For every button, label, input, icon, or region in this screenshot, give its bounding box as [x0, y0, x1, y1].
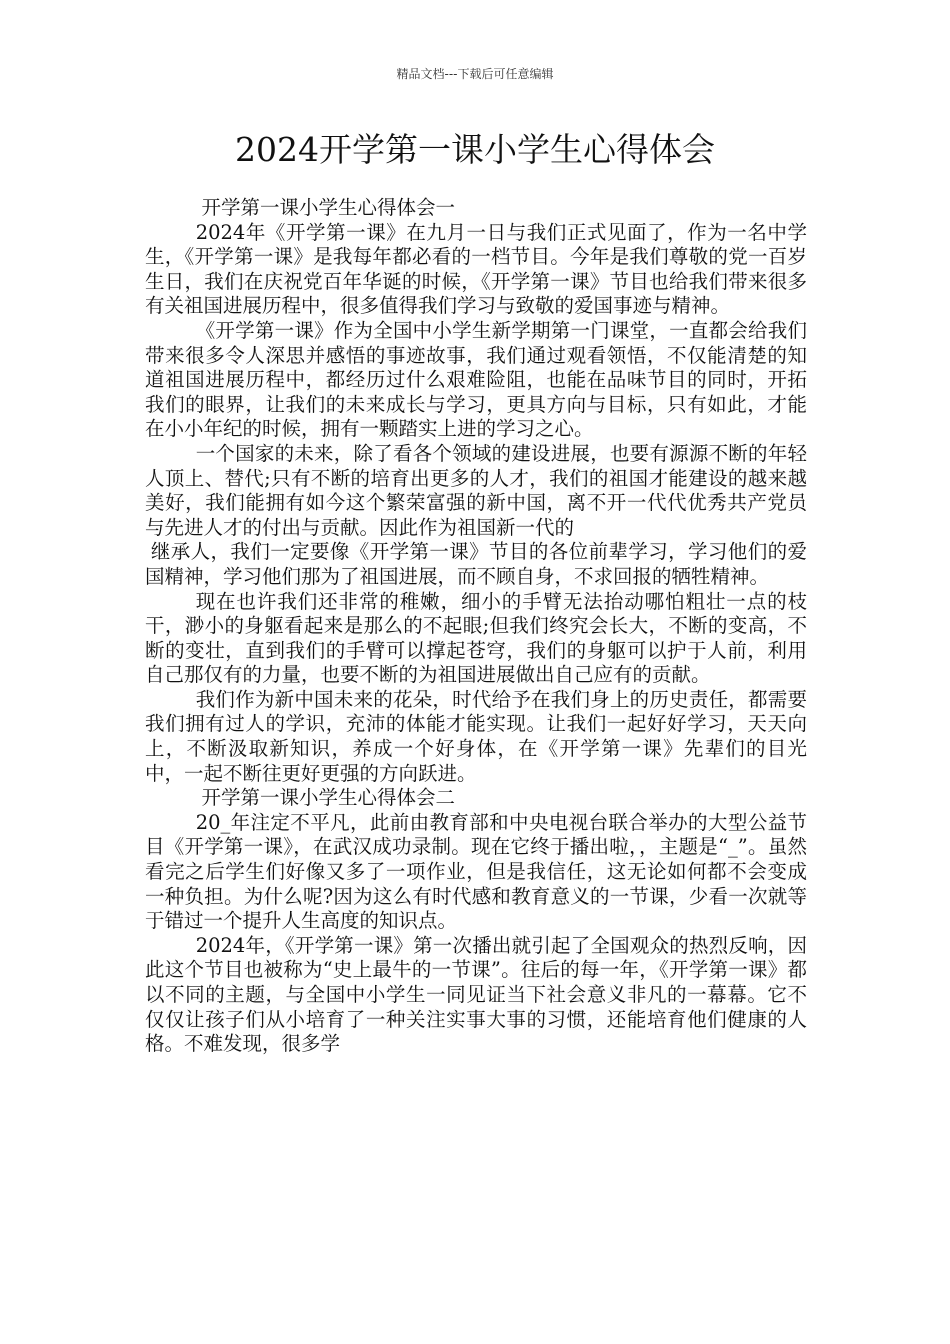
section-heading-1: 开学第一课小学生心得体会一	[201, 196, 456, 219]
paragraph: 一个国家的未来，除了看各个领域的建设进展，也要有源源不断的年轻人顶上、替代;只有不断的培育出更多的人才，我们的祖国才能建设的越来越美好，我们能拥有如今这个繁荣富强的新中国，离不开一代代优秀共产党员与先进人才的付出与贡献。因此作为祖国新一代的	[145, 441, 807, 539]
paragraph: 2024年《开学第一课》在九月一日与我们正式见面了，作为一名中学生，《开学第一课》是我每年都必看的一档节目。今年是我们尊敬的党一百岁生日，我们在庆祝党百年华诞的时候，《开学第一课》节目也给我们带来很多有关祖国进展历程中，很多值得我们学习与致敬的爱国事迹与精神。	[145, 220, 807, 318]
section-heading-2: 开学第一课小学生心得体会二	[201, 786, 456, 810]
paragraph: 继承人，我们一定要像《开学第一课》节目的各位前辈学习，学习他们的爱国精神，学习他们那为了祖国进展，而不顾自身，不求回报的牺牲精神。	[145, 540, 807, 588]
page-header: 精品文档---下载后可任意编辑	[396, 67, 554, 81]
paragraph: 2024年，《开学第一课》第一次播出就引起了全国观众的热烈反响，因此这个节目也被称为“史上最牛的一节课”。往后的每一年，《开学第一课》都以不同的主题，与全国中小学生一同见证当下社会意义非凡的一幕幕。它不仅仅让孩子们从小培育了一种关注实事大事的习惯，还能培育他们健康的人格。不难发现，很多学	[145, 933, 807, 1056]
document-title: 2024开学第一课小学生心得体会	[235, 130, 715, 169]
paragraph: 现在也许我们还非常的稚嫩，细小的手臂无法抬动哪怕粗壮一点的枝干，渺小的身躯看起来是那么的不起眼;但我们终究会长大，不断的变高，不断的变壮，直到我们的手臂可以撑起苍穹，我们的身躯可以护于人前，利用自己那仅有的力量，也要不断的为祖国进展做出自己应有的贡献。	[145, 589, 807, 687]
paragraph: 20_年注定不平凡，此前由教育部和中央电视台联合举办的大型公益节目《开学第一课》，在武汉成功录制。现在它终于播出啦，，主题是“_”。虽然看完之后学生们好像又多了一项作业，但是我信任，这无论如何都不会变成一种负担。为什么呢?因为这么有时代感和教育意义的一节课，少看一次就等于错过一个提升人生高度的知识点。	[145, 810, 807, 933]
paragraph: 我们作为新中国未来的花朵，时代给予在我们身上的历史责任，都需要我们拥有过人的学识，充沛的体能才能实现。让我们一起好好学习，天天向上，不断汲取新知识，养成一个好身体，在《开学第一课》先辈们的目光中，一起不断往更好更强的方向跃进。	[145, 687, 807, 785]
document-body	[145, 196, 807, 1057]
paragraph: 《开学第一课》作为全国中小学生新学期第一门课堂，一直都会给我们带来很多令人深思并感悟的事迹故事，我们通过观看领悟，不仅能清楚的知道祖国进展历程中，都经历过什么艰难险阻，也能在品味节目的同时，开拓我们的眼界，让我们的未来成长与学习，更具方向与目标，只有如此，才能在小小年纪的时候，拥有一颗踏实上进的学习之心。	[145, 318, 807, 441]
